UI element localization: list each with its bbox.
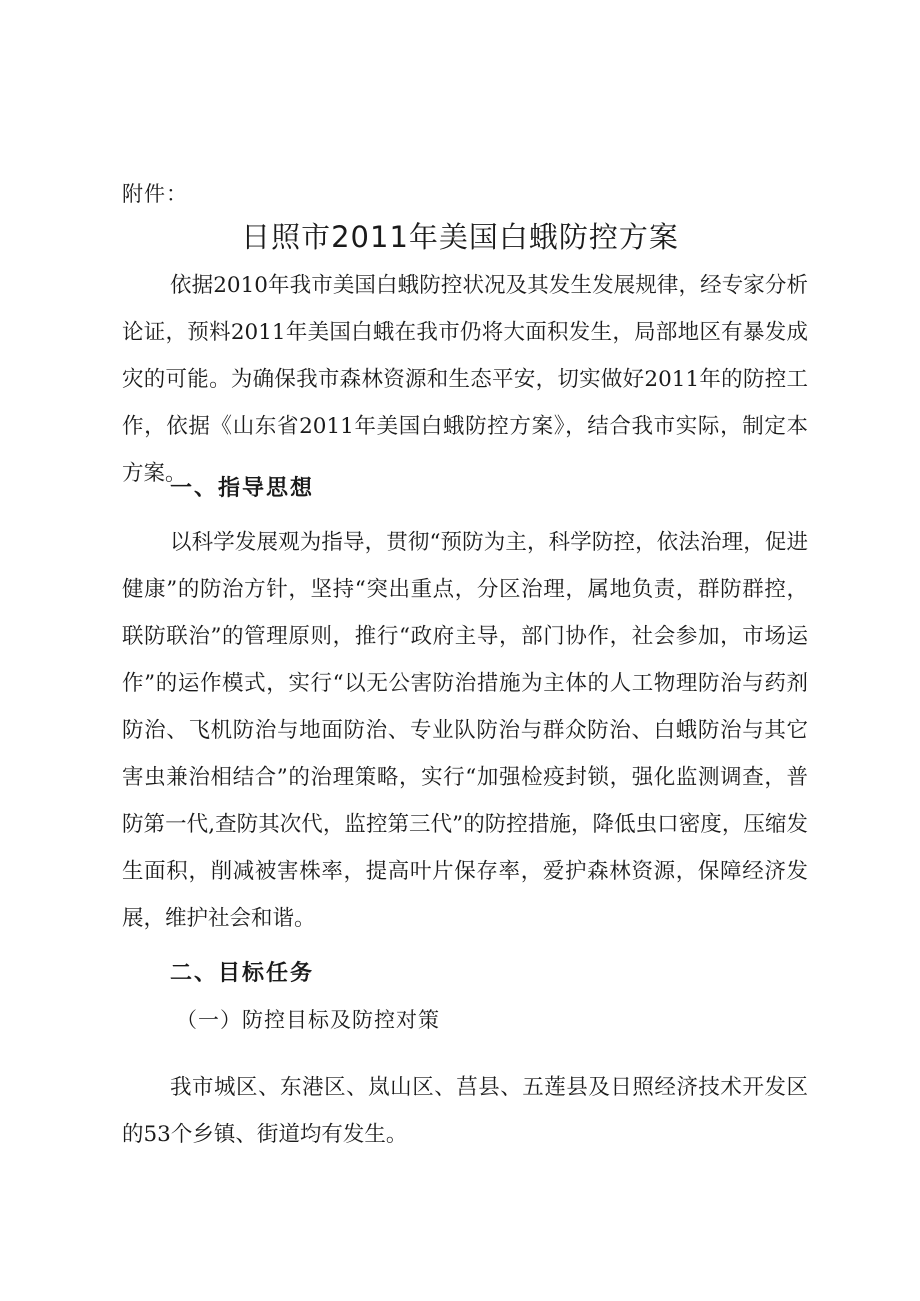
section-1-heading: 一、指导思想 xyxy=(170,476,315,501)
section-2-paragraph: 我市城区、东港区、岚山区、莒县、五莲县及日照经济技术开发区的53个乡镇、街道均有发生。 xyxy=(122,1075,808,1147)
section-2-subheading: （一）防控目标及防控对策 xyxy=(176,1008,440,1032)
section-1-paragraph: 以科学发展观为指导，贯彻“预防为主，科学防控，依法治理，促进健康”的防治方针，坚持“突出重点，分区治理，属地负责，群防群控，联防联治”的管理原则，推行“政府主导，部门协作，社会参加，市场运作”的运作模式，实行“以无公害防治措施为主体的人工物理防治与药剂防治、飞机防治与地面防治、专业队防治与群众防治、白蛾防治与其它害虫兼治相结合”的治理策略，实行“加强检疫封锁，强化监测调查，普防第一代,查防其次代，监控第三代”的防控措施，降低虫口密度，压缩发生面积，削减被害株率，提高叶片保存率，爱护森林资源，保障经济发展，维护社会和谐。 xyxy=(122,530,808,931)
document-title: 日照市2011年美国白蛾防控方案 xyxy=(241,220,679,254)
section-2-heading: 二、目标任务 xyxy=(170,961,315,986)
intro-paragraph: 依据2010年我市美国白蛾防控状况及其发生发展规律，经专家分析论证，预料2011年美国白蛾在我市仍将大面积发生，局部地区有暴发成灾的可能。为确保我市森林资源和生态平安，切实做好2011年的防控工作，依据《山东省2011年美国白蛾防控方案》，结合我市实际，制定本方案。 xyxy=(122,273,808,486)
attachment-label: 附件： xyxy=(122,182,188,206)
